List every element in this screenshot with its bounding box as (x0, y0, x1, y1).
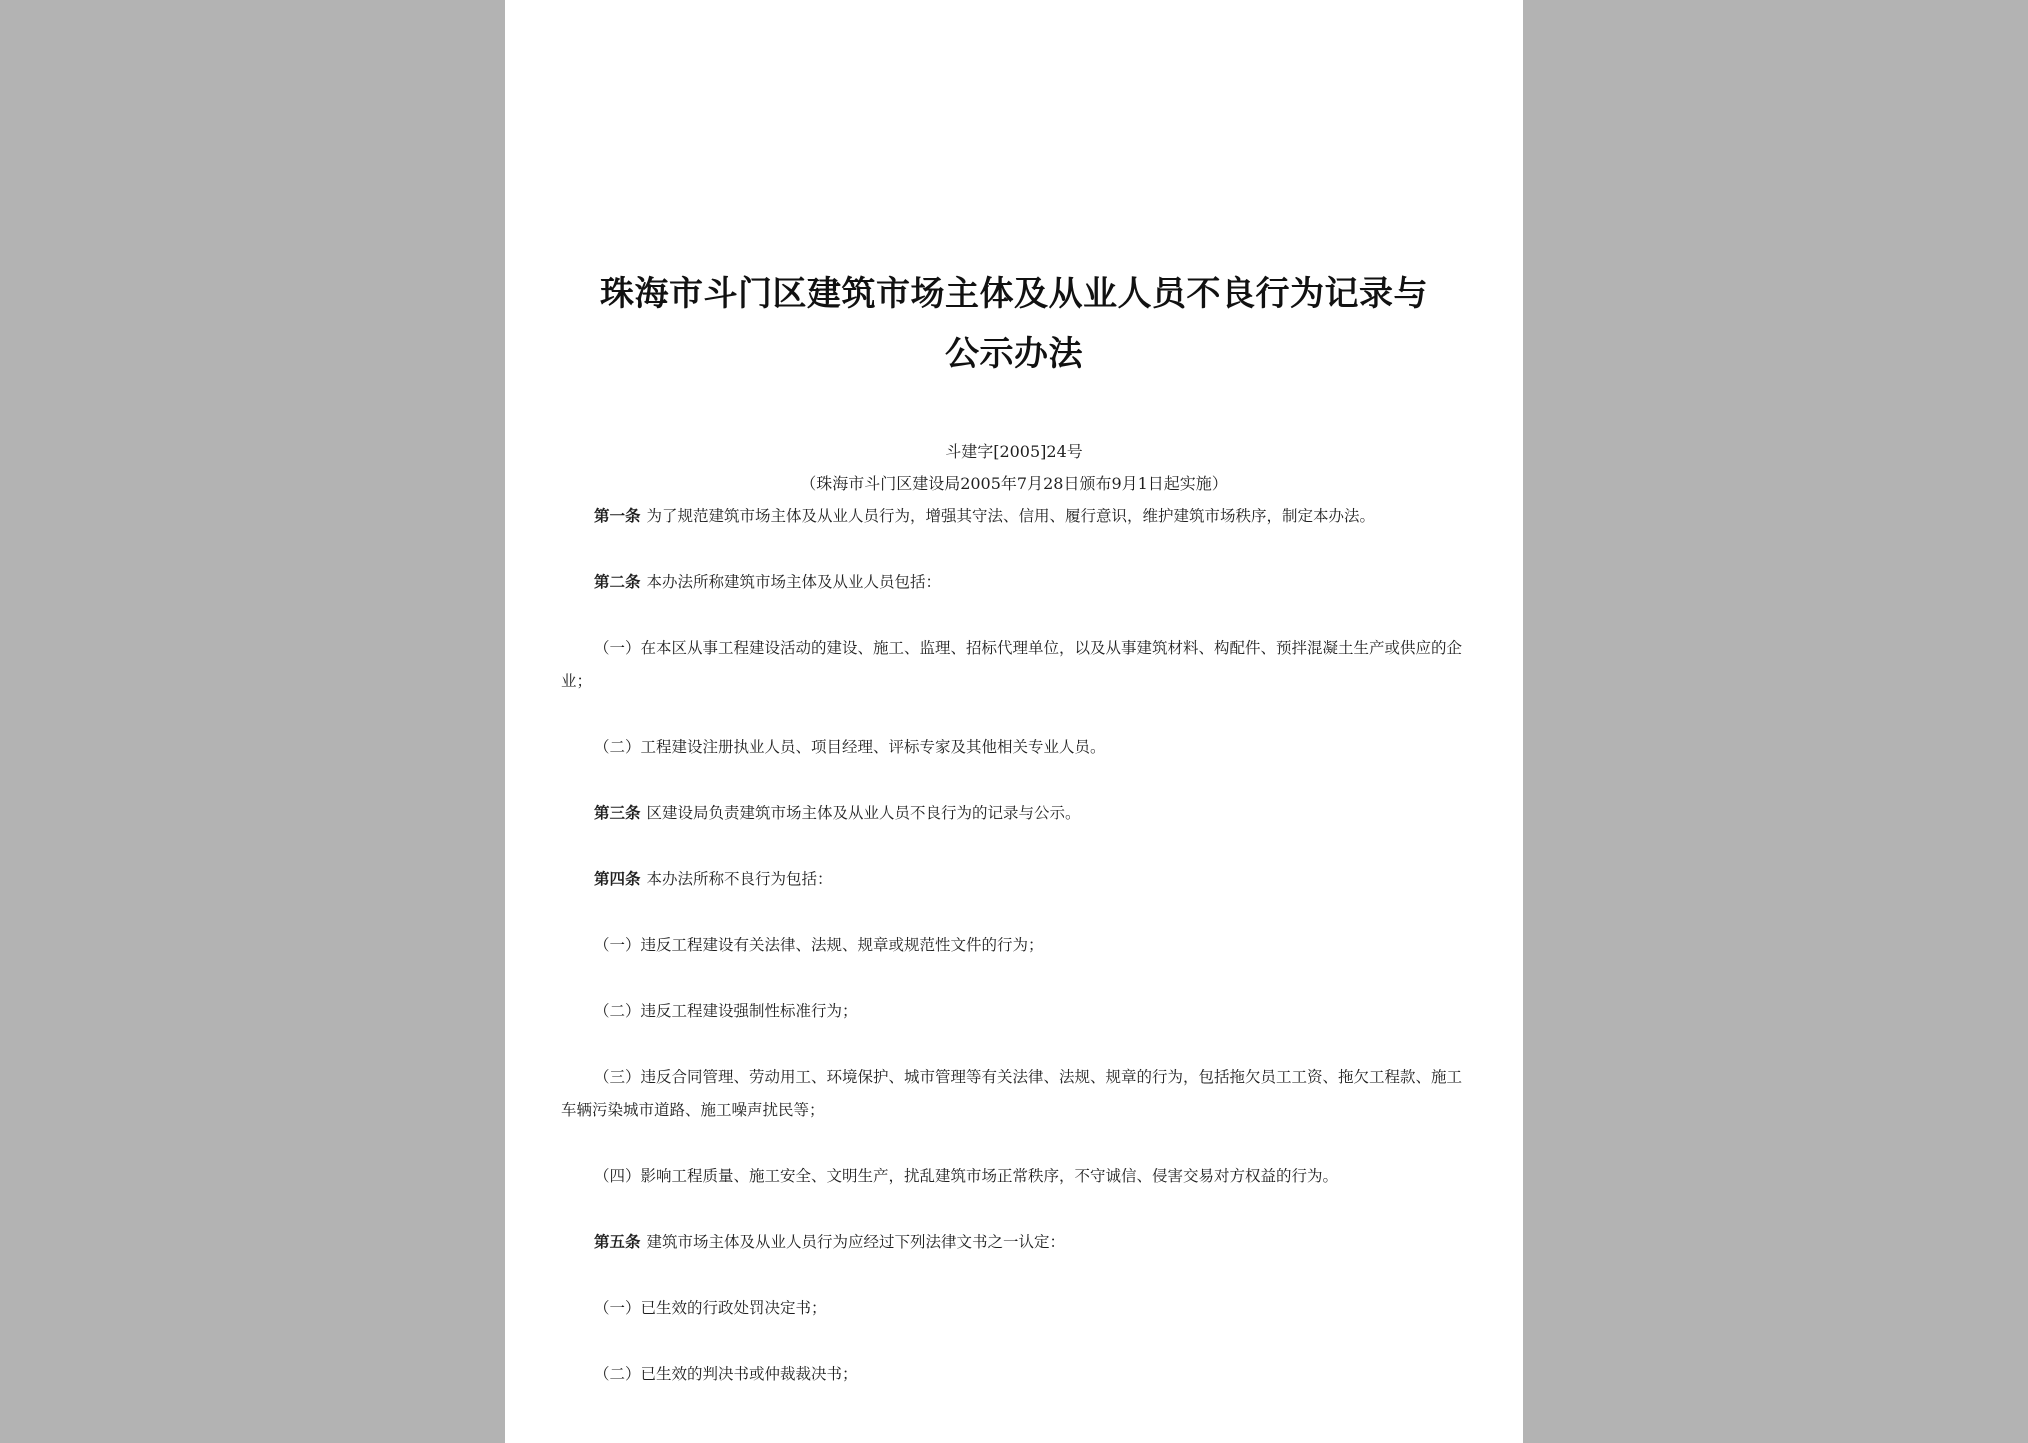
paragraph-text: 本办法所称不良行为包括： (646, 870, 833, 888)
article-number: 第二条 (594, 573, 641, 591)
paragraph-text: （二）工程建设注册执业人员、项目经理、评标专家及其他相关专业人员。 (594, 738, 1106, 756)
paragraph-text: （二）违反工程建设强制性标准行为； (594, 1002, 858, 1020)
document-page (505, 0, 1523, 1443)
article-paragraph (561, 863, 1471, 896)
list-paragraph (561, 731, 1471, 764)
paragraph-text: 为了规范建筑市场主体及从业人员行为，增强其守法、信用、履行意识，维护建筑市场秩序，制定本办法。 (646, 507, 1376, 525)
list-paragraph (561, 1160, 1471, 1193)
title-line-2: 公示办法 (945, 334, 1083, 374)
list-paragraph (561, 1061, 1471, 1127)
article-number: 第四条 (594, 870, 641, 888)
list-paragraph (561, 1358, 1471, 1391)
title-line-1: 珠海市斗门区建筑市场主体及从业人员不良行为记录与 (600, 274, 1428, 314)
paragraph-text: （一）已生效的行政处罚决定书； (594, 1299, 827, 1317)
article-paragraph (561, 566, 1471, 599)
list-paragraph (561, 995, 1471, 1028)
list-paragraph (561, 632, 1471, 698)
article-number: 第一条 (594, 507, 641, 525)
list-paragraph (561, 1292, 1471, 1325)
list-paragraph (561, 929, 1471, 962)
paragraph-text: （一）违反工程建设有关法律、法规、规章或规范性文件的行为； (594, 936, 1044, 954)
paragraph-text: 本办法所称建筑市场主体及从业人员包括： (646, 573, 942, 591)
paragraph-text: 区建设局负责建筑市场主体及从业人员不良行为的记录与公示。 (646, 804, 1081, 822)
paragraph-text: （三）违反合同管理、劳动用工、环境保护、城市管理等有关法律、法规、规章的行为，包括拖欠员工工资、拖欠工程款、施工车辆污染城市道路、施工噪声扰民等； (561, 1068, 1463, 1119)
article-paragraph (561, 797, 1471, 830)
article-number: 第五条 (594, 1233, 641, 1251)
paragraph-text: （二）已生效的判决书或仲裁裁决书； (594, 1365, 858, 1383)
article-number: 第三条 (594, 804, 641, 822)
paragraph-text: （四）影响工程质量、施工安全、文明生产，扰乱建筑市场正常秩序，不守诚信、侵害交易对方权益的行为。 (594, 1167, 1339, 1185)
paragraph-text: （一）在本区从事工程建设活动的建设、施工、监理、招标代理单位，以及从事建筑材料、构配件、预拌混凝土生产或供应的企业； (561, 639, 1463, 690)
paragraph-text: 建筑市场主体及从业人员行为应经过下列法律文书之一认定： (646, 1233, 1066, 1251)
document-title (505, 264, 1523, 384)
document-number: 斗建字[2005]24号 (945, 442, 1083, 461)
enactment-note: （珠海市斗门区建设局2005年7月28日颁布9月1日起实施） (800, 474, 1228, 493)
article-paragraph (561, 1226, 1471, 1259)
article-paragraph (561, 500, 1471, 533)
